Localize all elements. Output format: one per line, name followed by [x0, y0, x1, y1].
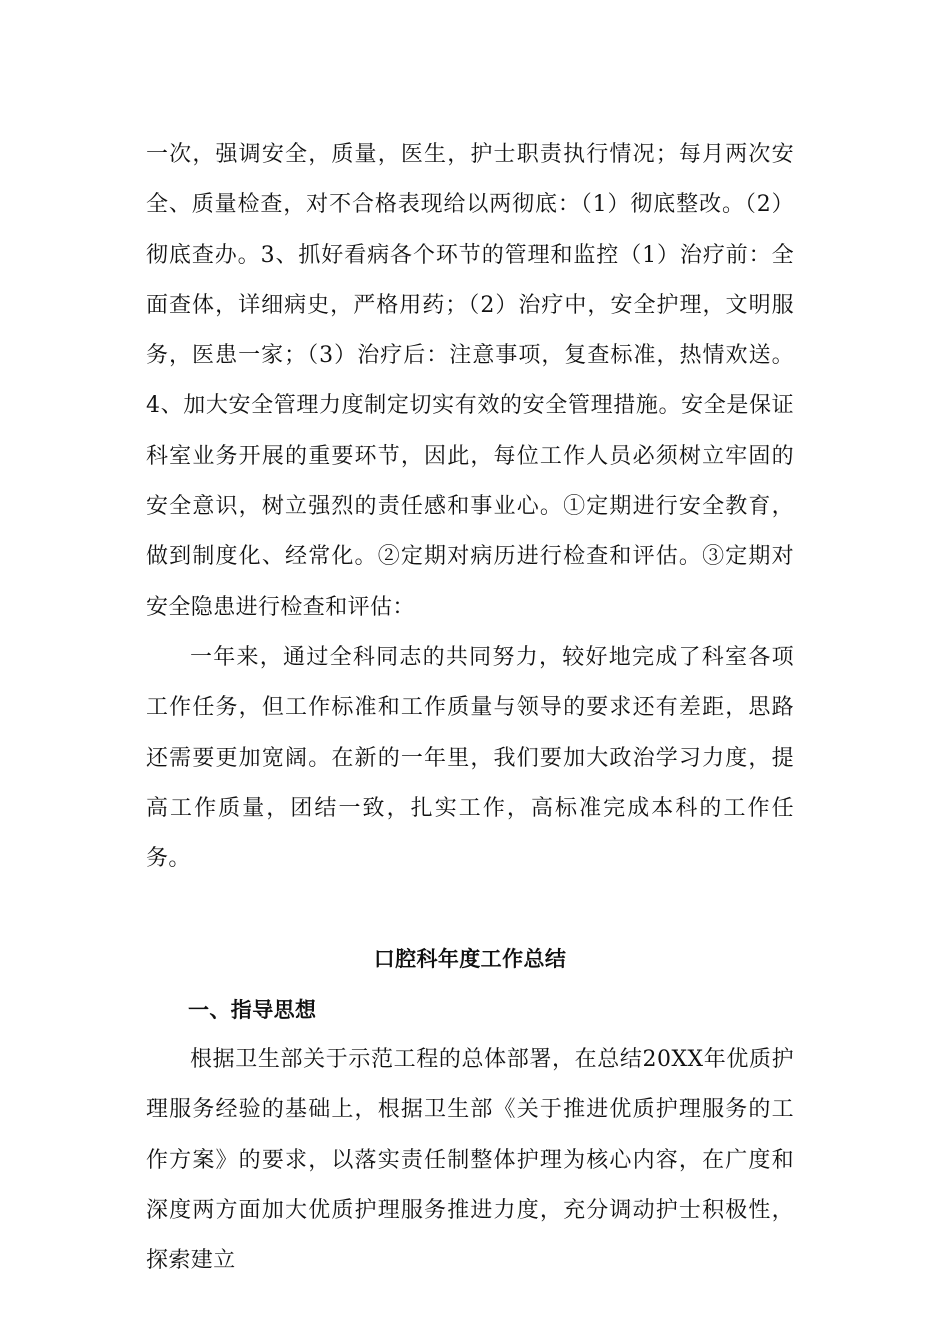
- body-paragraph-safety-management: 一次，强调安全，质量，医生，护士职责执行情况；每月两次安全、质量检查，对不合格表现给以两彻底：（1）彻底整改。（2）彻底查办。3、抓好看病各个环节的管理和监控（1）治疗前：全面查体，详细病史，严格用药；（2）治疗中，安全护理，文明服务，医患一家；（3）治疗后：注意事项，复查标准，热情欢送。4、加大安全管理力度制定切实有效的安全管理措施。安全是保证科室业务开展的重要环节，因此，每位工作人员必须树立牢固的安全意识，树立强烈的责任感和事业心。①定期进行安全教育，做到制度化、经常化。②定期对病历进行检查和评估。③定期对安全隐患进行检查和评估：: [146, 142, 794, 620]
- section-spacer: [146, 884, 794, 934]
- section-heading-guiding-ideology: 一、指导思想: [188, 997, 317, 1022]
- document-body: [146, 130, 794, 1287]
- body-paragraph-guiding-ideology: 根据卫生部关于示范工程的总体部署，在总结20XX年优质护理服务经验的基础上，根据卫生部《关于推进优质护理服务的工作方案》的要求，以落实责任制整体护理为核心内容，在广度和深度两方面加大优质护理服务推进力度，充分调动护士积极性，探索建立: [146, 1047, 794, 1274]
- section-title: 口腔科年度工作总结: [373, 947, 567, 972]
- body-paragraph-year-summary: 一年来，通过全科同志的共同努力，较好地完成了科室各项工作任务，但工作标准和工作质量与领导的要求还有差距，思路还需要更加宽阔。在新的一年里，我们要加大政治学习力度，提高工作质量，团结一致，扎实工作，高标准完成本科的工作任务。: [146, 644, 794, 872]
